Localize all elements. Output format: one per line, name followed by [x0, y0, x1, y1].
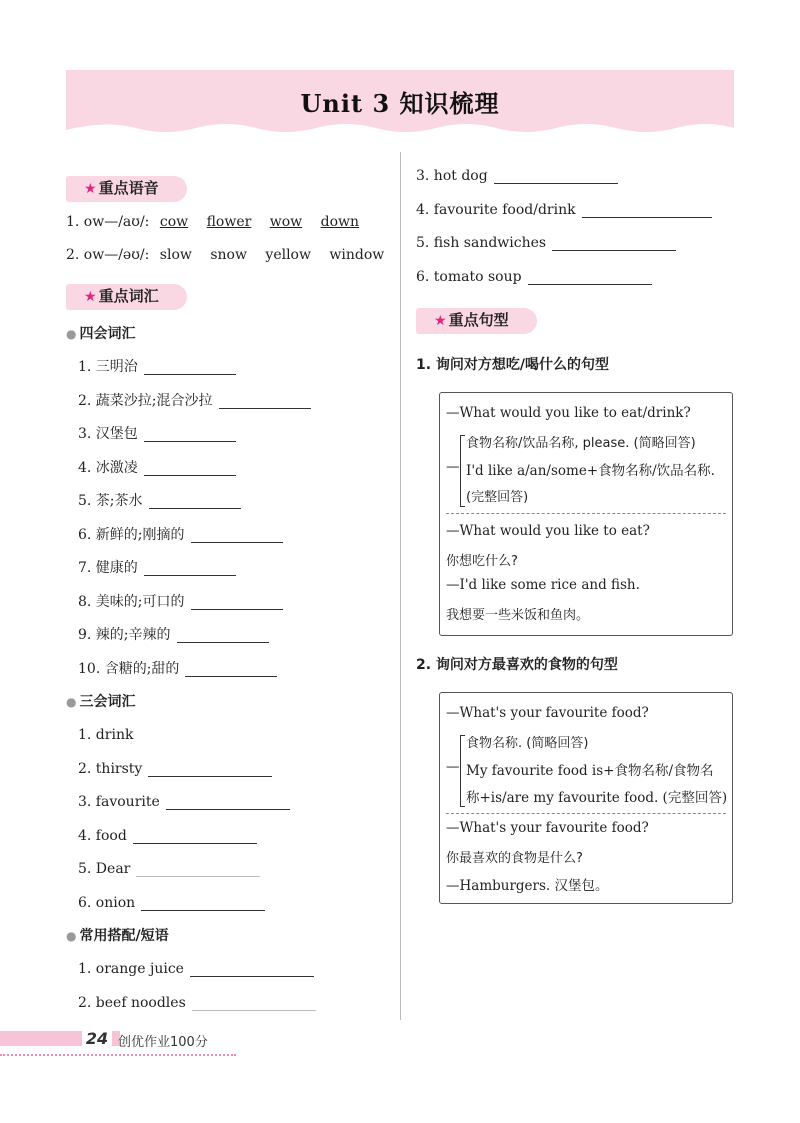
column-divider — [400, 152, 401, 1020]
page-title: Unit 3 知识梳理 — [300, 89, 500, 118]
star-icon: ★ — [84, 181, 97, 197]
section-title-phonics: ★ 重点语音 — [66, 172, 187, 204]
answer-blank[interactable] — [219, 390, 311, 409]
vocab-item: 8. 美味的;可口的 — [66, 586, 386, 620]
phrase-item: 6. tomato soup — [416, 261, 734, 295]
footer-brand: 创优作业100分 — [118, 1035, 208, 1050]
answer-blank[interactable] — [191, 591, 283, 610]
answer-blank[interactable] — [528, 266, 652, 285]
vocab-item: 7. 健康的 — [66, 552, 386, 586]
section-title-vocab: ★ 重点词汇 — [66, 280, 187, 312]
phrase-item: 3. hot dog — [416, 160, 734, 194]
sentence-pattern-heading-1: 1. 询问对方想吃/喝什么的句型 — [416, 357, 610, 373]
vocab-item: 3. 汉堡包 — [66, 418, 386, 452]
answer-brace — [460, 735, 465, 807]
box2-answer-full-cont: 称+is/are my favourite food. (完整回答) — [466, 790, 728, 806]
star-icon: ★ — [434, 313, 447, 329]
vocab-item: 5. 茶;茶水 — [66, 485, 386, 519]
box1-example: —I'd like some rice and fish. — [446, 577, 640, 593]
vocab-item: 2. 蔬菜沙拉;混合沙拉 — [66, 385, 386, 419]
phonics-word: window — [329, 247, 385, 263]
vocab-item: 4. food — [66, 820, 386, 854]
answer-blank[interactable] — [190, 958, 314, 977]
answer-blank[interactable] — [177, 624, 269, 643]
vocab-item: 4. 冰激凌 — [66, 452, 386, 486]
box1-question: —What would you like to eat/drink? — [446, 405, 691, 421]
phrase-item: 1. orange juice — [66, 953, 386, 987]
vocab-item: 10. 含糖的;甜的 — [66, 653, 386, 687]
vocab-item: 1. 三明治 — [66, 351, 386, 385]
vocab-group-title: ● 三会词汇 — [66, 694, 136, 710]
answer-blank[interactable] — [133, 825, 257, 844]
answer-blank[interactable] — [166, 791, 290, 810]
vocab-group-title: ● 常用搭配/短语 — [66, 928, 169, 944]
vocab-item: 5. Dear — [66, 853, 386, 887]
answer-brace — [460, 435, 465, 507]
answer-blank[interactable] — [148, 758, 272, 777]
phrase-item: 2. beef noodles — [66, 987, 386, 1021]
phonics-word: wow — [269, 214, 303, 230]
vocab-group-title: ● 四会词汇 — [66, 326, 136, 342]
box2-example: —Hamburgers. 汉堡包。 — [446, 878, 609, 894]
answer-blank[interactable] — [144, 356, 236, 375]
page-number: 24 — [82, 1027, 112, 1051]
answer-blank[interactable] — [149, 490, 241, 509]
box2-example: 你最喜欢的食物是什么? — [446, 851, 583, 866]
answer-blank[interactable] — [141, 892, 265, 911]
phrase-item: 5. fish sandwiches — [416, 227, 734, 261]
vocab-item: 3. favourite — [66, 786, 386, 820]
sentence-pattern-heading-2: 2. 询问对方最喜欢的食物的句型 — [416, 657, 618, 673]
phonics-word: slow — [159, 247, 192, 263]
dashed-divider — [446, 513, 726, 514]
footer-dotted-line — [0, 1054, 236, 1056]
dashed-divider — [446, 813, 726, 814]
phonics-row-1: 1. ow—/aʊ/: cow flower wow down — [66, 206, 386, 239]
vocab-item: 2. thirsty — [66, 753, 386, 787]
box1-example: 你想吃什么? — [446, 554, 518, 569]
right-column — [416, 160, 734, 336]
box2-question: —What's your favourite food? — [446, 705, 649, 721]
vocab-item: 6. onion — [66, 887, 386, 921]
answer-blank[interactable] — [136, 858, 260, 877]
phrase-item: 4. favourite food/drink — [416, 194, 734, 228]
box1-answer-full: I'd like a/an/some+食物名称/饮品名称. — [466, 463, 715, 479]
answer-blank[interactable] — [494, 165, 618, 184]
box2-answer-short: 食物名称. (简略回答) — [466, 736, 589, 751]
phonics-word: down — [320, 214, 360, 230]
phonics-word: cow — [159, 214, 189, 230]
section-title-sentences: ★ 重点句型 — [416, 304, 537, 336]
answer-blank[interactable] — [144, 557, 236, 576]
sentence-box-1: —What would you like to eat/drink? — 食物名称/饮品名称, please. (简略回答) I'd like a/an/some+食物名称/饮品名称. (完整回答) —What would you like to eat? 你想吃什么? —I'd like some rice and fish. 我想要一些米饭和鱼肉。 — [439, 392, 733, 636]
box2-example: —What's your favourite food? — [446, 820, 649, 836]
answer-blank[interactable] — [552, 232, 676, 251]
box1-example: —What would you like to eat? — [446, 523, 650, 539]
title-banner — [66, 70, 734, 142]
phonics-word: flower — [206, 214, 252, 230]
vocab-item: 6. 新鲜的;刚摘的 — [66, 519, 386, 553]
box1-example: 我想要一些米饭和鱼肉。 — [446, 608, 590, 623]
answer-blank[interactable] — [582, 199, 712, 218]
star-icon: ★ — [84, 289, 97, 305]
answer-blank[interactable] — [144, 423, 236, 442]
phonics-row-2: 2. ow—/əʊ/: slow snow yellow window — [66, 239, 386, 272]
box1-answer-full-note: (完整回答) — [466, 490, 529, 505]
phonics-word: snow — [210, 247, 247, 263]
box2-answer-full: My favourite food is+食物名称/食物名 — [466, 763, 714, 779]
phonics-word: yellow — [265, 247, 311, 263]
sentence-box-2: —What's your favourite food? — 食物名称. (简略回答) My favourite food is+食物名称/食物名 称+is/are my favourite food. (完整回答) —What's your favourite food? 你最喜欢的食物是什么? —Hamburgers. 汉堡包。 — [439, 692, 733, 904]
answer-blank[interactable] — [192, 992, 316, 1011]
box1-answer-short: 食物名称/饮品名称, please. (简略回答) — [466, 436, 696, 451]
answer-blank[interactable] — [144, 457, 236, 476]
answer-blank[interactable] — [185, 658, 277, 677]
vocab-item: 9. 辣的;辛辣的 — [66, 619, 386, 653]
answer-blank[interactable] — [191, 524, 283, 543]
left-column — [66, 172, 386, 1020]
vocab-item: 1. drink — [78, 727, 134, 743]
